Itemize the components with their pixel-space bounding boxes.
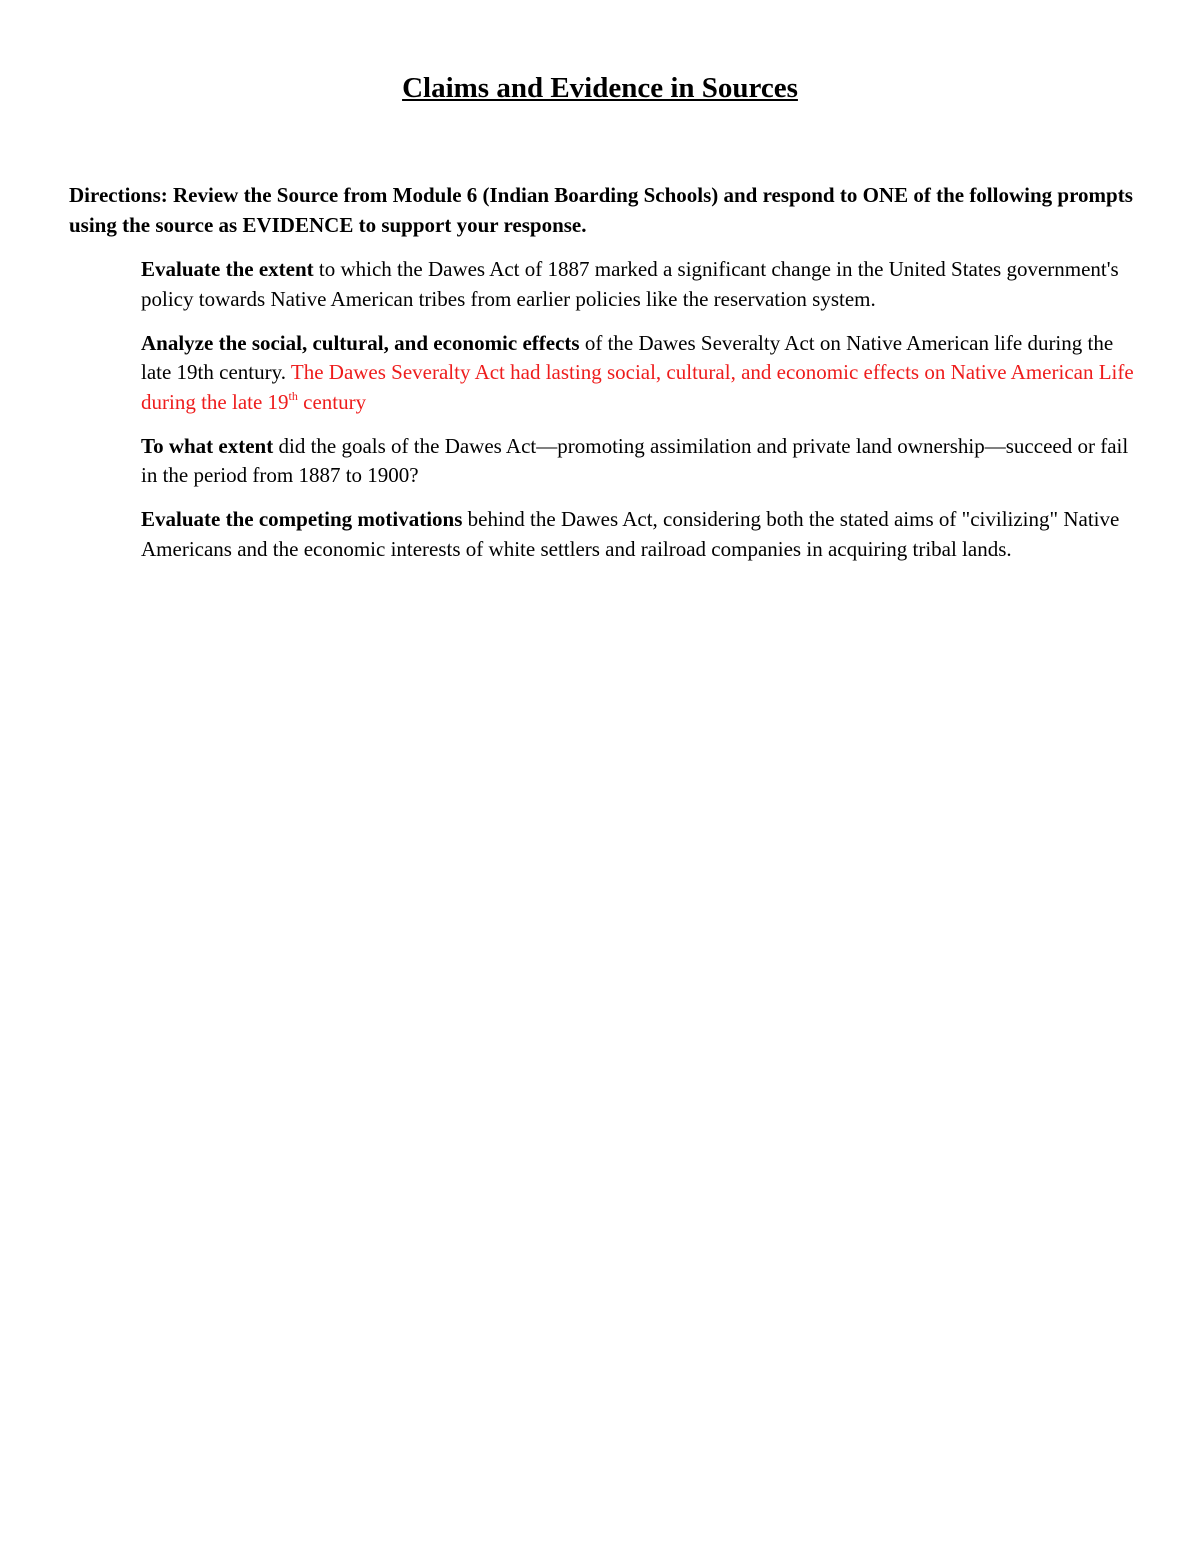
prompt-body: behind the Dawes Act, considering both the stated aims of "civilizing" Native Americans and the economic interests of white settlers and railroad companies in acquiring tribal lands. <box>141 507 1120 561</box>
prompt-body: to which the Dawes Act of 1887 marked a significant change in the United States government's policy towards Native American tribes from earlier policies like the reservation system. <box>141 257 1119 311</box>
answer-superscript: th <box>288 388 298 403</box>
prompt-item-3 <box>141 432 1141 491</box>
prompt-lead: Evaluate the extent <box>141 257 314 281</box>
prompt-lead: Analyze the social, cultural, and economic effects <box>141 330 580 355</box>
prompt-lead: To what extent <box>141 433 274 458</box>
prompt-body: did the goals of the Dawes Act—promoting assimilation and private land ownership—succeed or fail in the period from 1887 to 1900? <box>141 433 1129 487</box>
document-title: Claims and Evidence in Sources <box>402 72 798 104</box>
answer-tail: century <box>297 389 367 414</box>
prompt-body: of the Dawes Severalty Act on Native American life during the late 19th century. <box>141 330 1114 384</box>
prompt-item-1 <box>141 255 1141 314</box>
prompt-lead: Evaluate the competing motivations <box>141 507 463 531</box>
answer-text: The Dawes Severalty Act had lasting social, cultural, and economic effects on Native American Life during the late 19 <box>141 360 1134 414</box>
prompt-list <box>141 255 1141 579</box>
prompt-item-4 <box>141 505 1141 564</box>
prompt-item-2 <box>141 329 1141 418</box>
student-answer <box>141 360 1134 414</box>
directions-text: Directions: Review the Source from Module 6 (Indian Boarding Schools) and respond to ONE of the following prompts using the source as EVIDENCE to support your response. <box>69 183 1133 237</box>
